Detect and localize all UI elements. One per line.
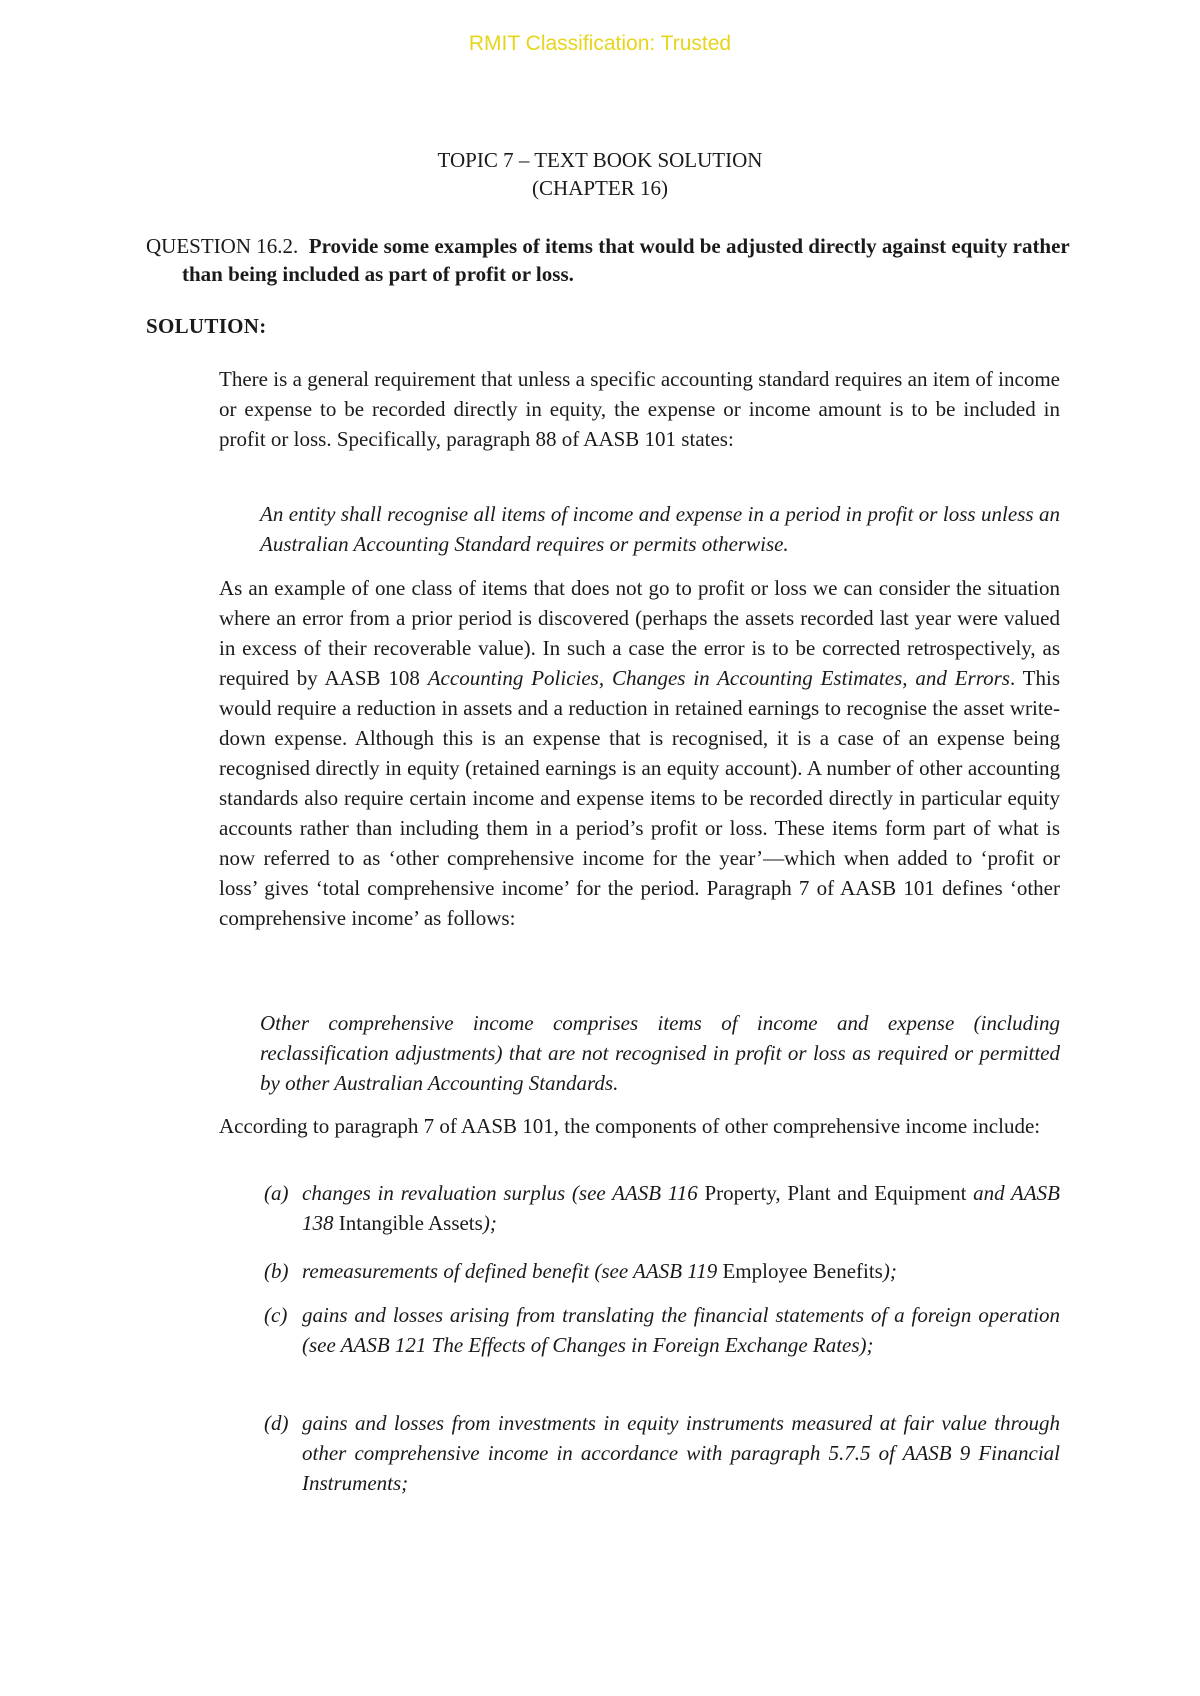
title-line-2: (CHAPTER 16) [532, 176, 668, 200]
question-text: Provide some examples of items that would be adjusted directly against equity rather than being included as part of profit or loss. [182, 234, 1070, 286]
list-marker: (d) [264, 1411, 289, 1435]
para2-part-b: . This would require a reduction in assets and a reduction in retained earnings to recognise the asset write-down expense. Although this is an expense that is recognised, it is a case of an expense being recognised directly in equity (retained earnings is an equity account). A number of other accounting standards also require certain income and expense items to be recorded directly in particular equity accounts rather than including them in a period’s profit or loss. These items form part of what is now referred to as ‘other comprehensive income for the year’—which when added to ‘profit or loss’ gives ‘total comprehensive income’ for the period. Paragraph 7 of AASB 101 defines ‘other comprehensive income’ as follows: [219, 666, 1060, 930]
question-block [146, 232, 1112, 288]
list-item: (c) gains and losses arising from translating the financial statements of a foreign operation (see AASB 121 The Effects of Changes in Foreign Exchange Rates); [264, 1300, 1060, 1360]
para2-part-a: As an example of one class of items that does not go to profit or loss we can consider the situation where an error from a prior period is discovered (perhaps the assets recorded last year were valued in excess of their recoverable value). In such a case the error is to be corrected retrospectively, as required by AASB 108 [219, 576, 1060, 690]
list-item: (d) gains and losses from investments in equity instruments measured at fair value through other comprehensive income in accordance with paragraph 5.7.5 of AASB 9 Financial Instruments; [264, 1408, 1060, 1498]
solution-paragraph-3: According to paragraph 7 of AASB 101, the components of other comprehensive income include: [219, 1114, 1041, 1138]
list-marker: (a) [264, 1181, 289, 1205]
document-title [0, 146, 1200, 202]
list-marker: (c) [264, 1303, 288, 1327]
solution-paragraph-1: There is a general requirement that unless a specific accounting standard requires an item of income or expense to be recorded directly in equity, the expense or income amount is to be included in profit or loss. Specifically, paragraph 88 of AASB 101 states: [219, 367, 1060, 451]
classification-header: RMIT Classification: Trusted [468, 32, 732, 55]
question-label: QUESTION 16.2. [146, 234, 299, 258]
list-item: (b) remeasurements of defined benefit (see AASB 119 Employee Benefits); [264, 1256, 1060, 1286]
aasb108-title: Accounting Policies, Changes in Accounting Estimates, and Errors [427, 666, 1010, 690]
solution-paragraph-2 [219, 573, 1060, 933]
list-marker: (b) [264, 1259, 289, 1283]
solution-heading: SOLUTION: [146, 314, 267, 338]
quote-aasb101-para88: An entity shall recognise all items of income and expense in a period in profit or loss unless an Australian Accounting Standard requires or permits otherwise. [260, 502, 1060, 556]
list-item: (a) changes in revaluation surplus (see AASB 116 Property, Plant and Equipment and AASB 138 Intangible Assets); [264, 1178, 1060, 1238]
quote-aasb101-para7: Other comprehensive income comprises items of income and expense (including reclassification adjustments) that are not recognised in profit or loss as required or permitted by other Australian Accounting Standards. [260, 1011, 1060, 1095]
title-line-1: TOPIC 7 – TEXT BOOK SOLUTION [437, 148, 763, 172]
